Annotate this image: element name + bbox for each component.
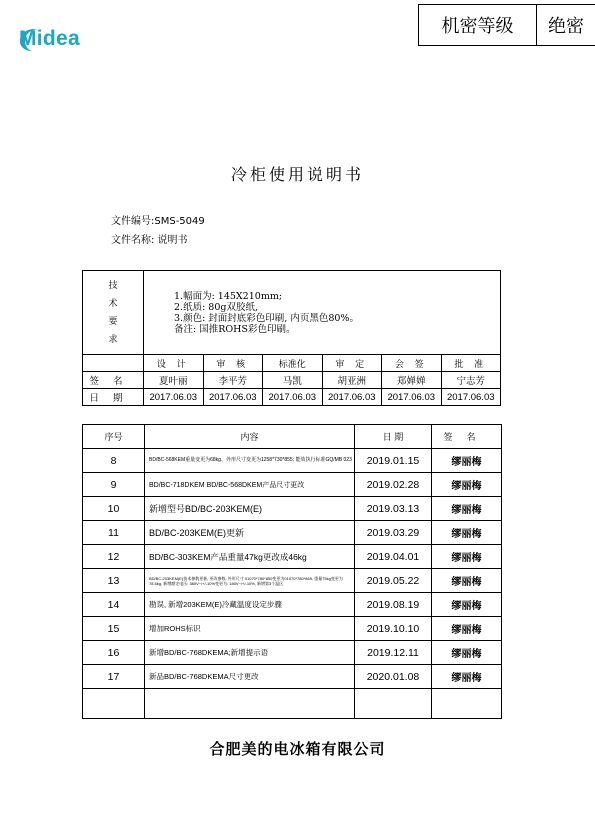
row-no: 8 [83,449,145,473]
signer: 郑婵婵 [382,372,442,389]
approval-date: 2017.06.03 [441,389,501,406]
row-date: 2019.12.11 [355,641,432,665]
role-design: 设 计 [144,355,204,372]
table-row [83,521,502,545]
row-sign: 缪丽梅 [432,641,502,665]
approval-date: 2017.06.03 [322,389,382,406]
approval-date: 2017.06.03 [144,389,204,406]
table-row [83,449,502,473]
sign-label: 签名 [83,372,144,389]
header-content: 内容 [145,425,355,449]
classification-box [418,4,595,46]
row-no: 13 [83,569,145,593]
doc-name: 文件名称: 说明书 [111,235,188,246]
row-sign: 缪丽梅 [432,545,502,569]
spec-item: 备注: 国推ROHS彩色印刷。 [174,323,296,335]
row-no: 16 [83,641,145,665]
row-no: 15 [83,617,145,641]
tech-requirements-label: 技 术 要 求 [83,271,144,355]
row-date: 2020.01.08 [355,665,432,689]
row-no: 12 [83,545,145,569]
logo-text: Midea [19,27,81,50]
row-no: 11 [83,521,145,545]
row-sign: 缪丽梅 [432,569,502,593]
row-no: 17 [83,665,145,689]
approval-date: 2017.06.03 [203,389,263,406]
table-row [83,641,502,665]
row-content: BD/BC-203KEM(E)技术参数更新, 更改参数: 外形尺寸 01070*780*850变更为01070*780*865, 重量75kg变更为78.5kg, 新增额定电压: 380V~/+/-10%变更为: 180V~/+/-10%, 新增第3个温区 [145,569,355,593]
spec-item: 1.幅面为: 145X210mm; [174,290,283,302]
spec-item: 3.颜色: 封面封底彩色印刷, 内页黑色80%。 [174,312,359,324]
header-sign: 签名 [432,425,502,449]
row-sign: 缪丽梅 [432,449,502,473]
row-no: 9 [83,473,145,497]
row-content: 新增型号BD/BC-203KEM(E) [145,497,355,521]
approval-date: 2017.06.03 [382,389,442,406]
spec-approval-table [82,270,501,406]
signer: 胡亚洲 [322,372,382,389]
row-content: 增加ROHS标识 [145,617,355,641]
row-date: 2019.02.28 [355,473,432,497]
row-date: 2019.03.13 [355,497,432,521]
row-sign: 缪丽梅 [432,521,502,545]
signer: 李平芳 [203,372,263,389]
row-content: BD/BC-568KEM重量变更为68kg、外形尺寸变更为1258*730*855; 能效执行标准GQ/MB 023 [145,449,355,473]
row-content: 新品BD/BC-768DKEMA尺寸更改 [145,665,355,689]
row-sign: 缪丽梅 [432,473,502,497]
role-countersign: 会 签 [382,355,442,372]
company-name: 合肥美的电冰箱有限公司 [209,740,386,758]
signer: 宁志芳 [441,372,501,389]
classification-value: 绝密 [548,16,584,37]
date-label: 日期 [83,389,144,406]
table-row [83,497,502,521]
row-date: 2019.04.01 [355,545,432,569]
signer: 马凯 [263,372,323,389]
row-content: 新增BD/BC-768DKEMA;新增提示语 [145,641,355,665]
row-sign: 缪丽梅 [432,617,502,641]
role-standard: 标准化 [263,355,323,372]
blank-cell [83,355,144,372]
row-content: 勘误, 新增203KEM(E)冷藏温度设定步骤 [145,593,355,617]
role-approve: 审 定 [322,355,382,372]
table-row [83,593,502,617]
row-sign: 缪丽梅 [432,497,502,521]
row-date: 2019.03.29 [355,521,432,545]
header-date: 日 期 [355,425,432,449]
header-no: 序号 [83,425,145,449]
row-content: BD/BC-718DKEM BD/BC-568DKEM产品尺寸更改 [145,473,355,497]
table-row [83,617,502,641]
page-title: 冷柜使用说明书 [230,165,364,184]
table-row [83,665,502,689]
spec-item: 2.纸质: 80g双胶纸, [174,301,258,313]
row-content: BD/BC-203KEM(E)更新 [145,521,355,545]
row-content: BD/BC-303KEM产品重量47kg更改成46kg [145,545,355,569]
row-date: 2019.05.22 [355,569,432,593]
table-row [83,473,502,497]
midea-logo [16,24,80,54]
approval-date: 2017.06.03 [263,389,323,406]
table-row [83,569,502,593]
row-date: 2019.10.10 [355,617,432,641]
change-log-table [82,424,502,719]
spec-list [144,271,501,355]
row-sign: 缪丽梅 [432,665,502,689]
table-row [83,545,502,569]
doc-number: 文件编号:SMS-5049 [111,216,205,227]
classification-label: 机密等级 [419,5,537,45]
row-sign: 缪丽梅 [432,593,502,617]
signer: 夏叶丽 [144,372,204,389]
row-date: 2019.08.19 [355,593,432,617]
row-no: 14 [83,593,145,617]
row-no: 10 [83,497,145,521]
empty-row [83,689,502,719]
role-review: 审 核 [203,355,263,372]
row-date: 2019.01.15 [355,449,432,473]
role-authorize: 批 准 [441,355,501,372]
